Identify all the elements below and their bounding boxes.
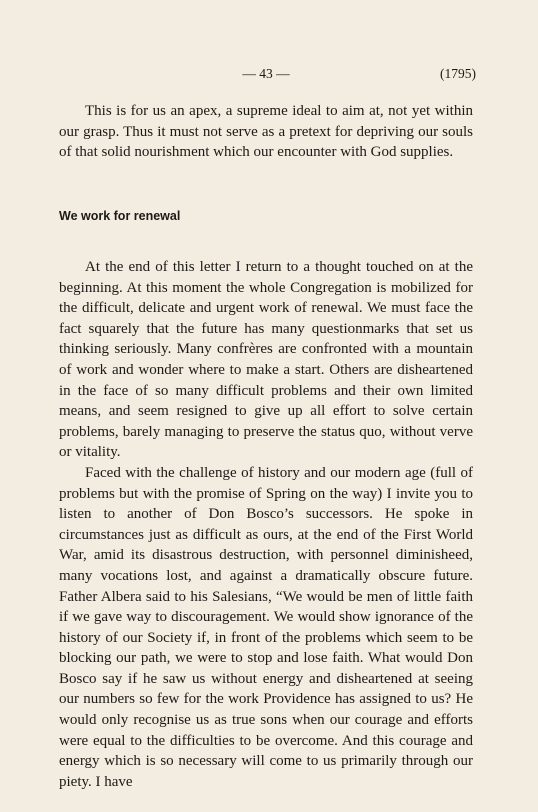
paragraph: Faced with the challenge of history and our modern age (full of problems but with the promise of Spring on the way) I invite you to listen to another of Don Bosco’s successors. He spoke in circumstances just as difficult as ours, at the end of the First World War, amid its disastrous destruction, with personnel diminisheed, many vocations lost, and against a dramatically obscure future. Father Albera said to his Salesians, “We would be men of little faith if we gave way to discouragement. We would show ignorance of the history of our Society if, in front of the problems which seem to be blocking our path, we were to stop and lose faith. What would Don Bosco say if he saw us without energy and disheartened at seeing our numbers so few for the work Providence has assigned to us? He would only recognise us as true sons when our courage and efforts were equal to the difficulties to be overcome. And this courage and energy which is so necessary will come to us primarily through our piety. I have xyxy=(59,464,473,790)
page-number: — 43 — xyxy=(242,66,290,81)
intro-block xyxy=(59,101,473,163)
intro-paragraph: This is for us an apex, a supreme ideal to aim at, not yet within our grasp. Thus it must not serve as a pretext for depriving our souls of that solid nourishment which our encounter with God supplies. xyxy=(59,103,473,161)
document-number: (1795) xyxy=(440,66,476,81)
section-heading: We work for renewal xyxy=(59,209,181,223)
paragraph: At the end of this letter I return to a thought touched on at the beginning. At this moment the whole Congregation is mobilized for the difficult, delicate and urgent work of renewal. We must face the fact squarely that the future has many questionmarks that set us thinking seriously. Many confrères are confronted with a mountain of work and wonder where to make a start. Others are disheartened in the face of so many difficult problems and their own limited means, and seem resigned to give up all effort to solve certain problems, barely managing to preserve the status quo, without verve or vitality. xyxy=(59,259,473,461)
section-body xyxy=(59,257,473,792)
page-header xyxy=(56,66,476,86)
